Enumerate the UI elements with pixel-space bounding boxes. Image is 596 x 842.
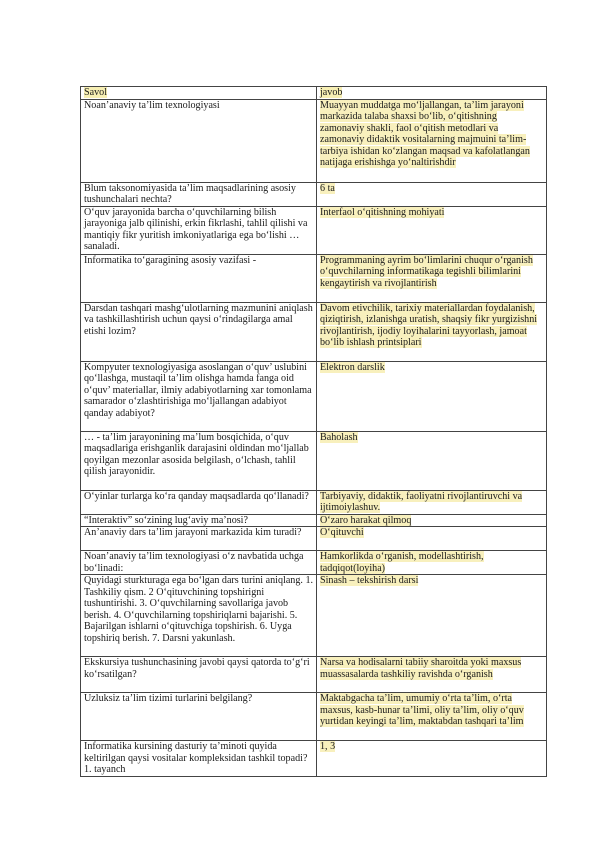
question-cell: Noan’anaviy ta’lim texnologiyasi o‘z navbatida uchga bo‘linadi: (81, 551, 317, 575)
answer-text: Programmaning ayrim bo‘limlarini chuqur o‘rganish o‘quvchilarning informatikaga tegishli bilimlarini kengaytirish va rivojlantirish (320, 254, 533, 289)
question-cell: Uzluksiz ta’lim tizimi turlarini belgilang? (81, 693, 317, 741)
answer-cell (317, 361, 547, 431)
table-row (81, 575, 547, 657)
answer-cell (317, 182, 547, 206)
table-row (81, 514, 547, 527)
question-cell: Ekskursiya tushunchasining javobi qaysi qatorda to‘g‘ri ko‘rsatilgan? (81, 657, 317, 693)
table-row (81, 741, 547, 777)
table-row (81, 206, 547, 254)
answer-cell (317, 514, 547, 527)
answer-text: O‘zaro harakat qilmoq (320, 514, 412, 526)
table-row (81, 99, 547, 182)
answer-cell (317, 99, 547, 182)
question-cell: Noan’anaviy ta’lim texnologiyasi (81, 99, 317, 182)
question-cell: An’anaviy dars ta’lim jarayoni markazida kim turadi? (81, 527, 317, 551)
answer-text: 6 ta (320, 182, 335, 194)
question-cell: Quyidagi sturkturaga ega bo‘lgan dars turini aniqlang. 1. Tashkiliy qism. 2 O‘qituvchining topshirigni tushuntirishi. 3. O‘quvchilarning savollariga javob berish. 4. O‘quvchilarning topshiriqlarni bajarishi. 5. Bajarilgan ishlarni o‘qituvchiga topshirish. 6. Uyga topshiriq berish. 7. Darsni yakunlash. (81, 575, 317, 657)
answer-cell (317, 254, 547, 302)
answer-text: Muayyan muddatga mo‘ljallangan, ta’lim jarayoni markazida talaba shaxsi bo‘lib, o‘qitishning zamonaviy shakli, faol o‘qitish metodlari va zamonaviy didaktik vositalarning majmuini ta’lim-tarbiya ishidan ko‘zlangan maqsad va kafolatlangan natijaga erishishga yo‘naltirishdir (320, 99, 530, 168)
table-row (81, 490, 547, 514)
answer-cell (317, 657, 547, 693)
question-cell: … - ta’lim jarayonining ma’lum bosqichida, o‘quv maqsadlariga erishganlik darajasini oldindan mo‘ljallab qoyilgan mezonlar asosida belgilash, o‘lchash, tahlil qilish jarayonidir. (81, 431, 317, 490)
question-cell: Informatika kursining dasturiy ta’minoti quyida keltirilgan qaysi vositalar kompleksidan tashkil topadi? 1. tayanch (81, 741, 317, 777)
table-row (81, 361, 547, 431)
answer-cell (317, 431, 547, 490)
table-row (81, 693, 547, 741)
answer-cell (317, 575, 547, 657)
answer-cell (317, 206, 547, 254)
table-row (81, 551, 547, 575)
table-row (81, 254, 547, 302)
table-row (81, 657, 547, 693)
header-question: Savol (81, 87, 317, 100)
answer-cell (317, 527, 547, 551)
answer-text: Interfaol o‘qitishning mohiyati (320, 206, 445, 218)
question-cell: O‘yinlar turlarga ko‘ra qanday maqsadlarda qo‘llanadi? (81, 490, 317, 514)
answer-text: Maktabgacha ta’lim, umumiy o‘rta ta’lim, o‘rta maxsus, kasb-hunar ta’limi, oliy ta’lim, oliy o‘quv yurtidan keyingi ta’lim, maktabdan tashqari ta’lim (320, 693, 524, 727)
question-cell: Darsdan tashqari mashg‘ulotlarning mazmunini aniqlash va tashkillashtirish uchun qaysi o‘rindagilarga amal etishi lozim? (81, 302, 317, 361)
question-cell: Kompyuter texnologiyasiga asoslangan o‘quv’ uslubini qo‘llashga, mustaqil ta’lim olishga hamda fanga oid o‘quv’ materiallar, ilmiy adabiyotlarning xar tomonlama samarador o‘zlashtirishiga mo‘ljallangan adabiyot qanday adabiyot? (81, 361, 317, 431)
answer-text: Davom etivchilik, tarixiy materiallardan foydalanish, qiziqtirish, izlanishga uratish, shaqsiy fikr yurgizishni rivojlantirish, ijodiy loyihalarini tayyorlash, jamoat bo‘lib ishlash printsiplari (320, 302, 538, 348)
answer-text: Sinash – tekshirish darsi (320, 575, 419, 586)
answer-cell (317, 551, 547, 575)
answer-text: Tarbiyaviy, didaktik, faoliyatni rivojlantiruvchi va ijtimoiylashuv. (320, 490, 523, 513)
answer-cell (317, 302, 547, 361)
question-cell: Informatika to‘garagining asosiy vazifasi - (81, 254, 317, 302)
table-row (81, 302, 547, 361)
question-cell: Blum taksonomiyasida ta’lim maqsadlarining asosiy tushunchalari nechta? (81, 182, 317, 206)
answer-text: Hamkorlikda o‘rganish, modellashtirish, tadqiqot(loyiha) (320, 551, 484, 574)
answer-text: O‘qituvchi (320, 527, 364, 538)
answer-cell (317, 490, 547, 514)
table-row (81, 431, 547, 490)
answer-text: 1, 3 (320, 741, 336, 752)
header-answer: javob (317, 87, 547, 100)
table-header-row (81, 87, 547, 100)
answer-text: Narsa va hodisalarni tabiiy sharoitda yoki maxsus muassasalarda tashkiliy ravishda o‘rganish (320, 657, 522, 680)
question-cell: O‘quv jarayonida barcha o‘quvchilarning bilish jarayoniga jalb qilinishi, erkin fikrlashi, tahlil qilishi va mantiqiy fikr yuritish imkoniyatlariga ega bo‘lishi … sanaladi. (81, 206, 317, 254)
answer-cell (317, 741, 547, 777)
answer-text: Baholash (320, 431, 358, 443)
table-row (81, 527, 547, 551)
answer-cell (317, 693, 547, 741)
answer-text: Elektron darslik (320, 361, 385, 373)
question-cell: “Interaktiv” so‘zining lug‘aviy ma’nosi? (81, 514, 317, 527)
table-row (81, 182, 547, 206)
qa-table (80, 86, 547, 777)
